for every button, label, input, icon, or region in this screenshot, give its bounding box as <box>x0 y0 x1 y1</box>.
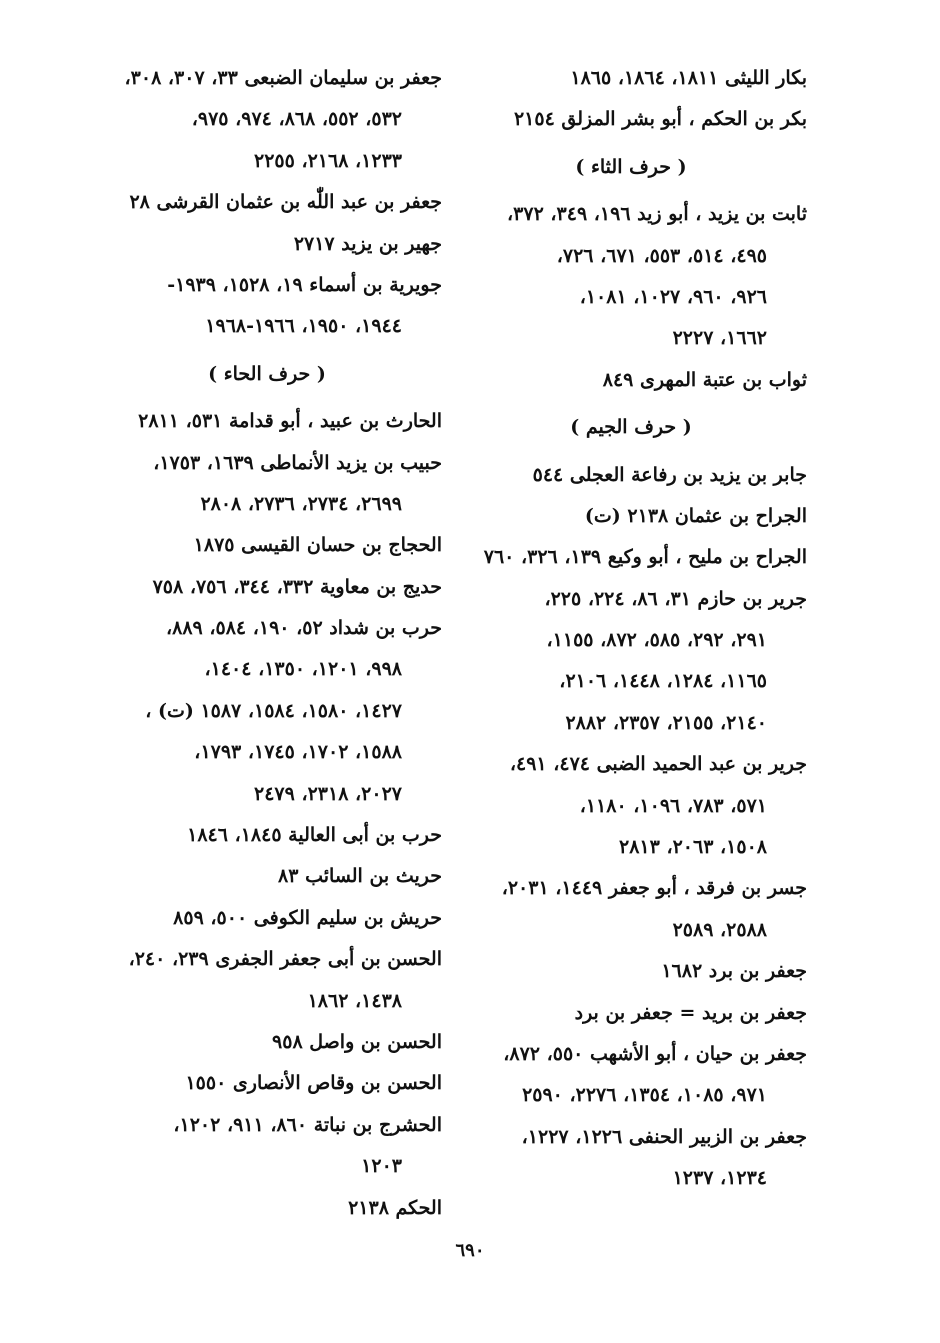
index-entry-continuation: ٤٩٥، ٥١٤، ٥٥٣، ٦٧١، ٧٢٦، <box>556 244 767 267</box>
index-entry: جابر بن يزيد بن رفاعة العجلى ٥٤٤ <box>532 463 807 486</box>
index-entry: الحارث بن عبيد ، أبو قدامة ٥٣١، ٢٨١١ <box>138 410 442 433</box>
index-entry-continuation: ٢٥٨٨، ٢٥٨٩ <box>672 918 767 941</box>
index-entry: حبيب بن يزيد الأنماطى ١٦٣٩، ١٧٥٣، <box>153 451 442 474</box>
index-entry: حديج بن معاوية ٣٣٢، ٣٤٤، ٧٥٦، ٧٥٨ <box>152 575 442 598</box>
index-entry: الحسن بن واصل ٩٥٨ <box>272 1030 442 1053</box>
index-entry-continuation: ١٢٣٣، ٢١٦٨، ٢٢٥٥ <box>254 149 402 172</box>
index-entry: بكار الليثى ١٨١١، ١٨٦٤، ١٨٦٥ <box>570 67 807 89</box>
index-entry-continuation: ١٦٦٢، ٢٢٢٧ <box>672 327 767 350</box>
index-entry: الحكم ٢١٣٨ <box>348 1196 442 1219</box>
index-entry-continuation: ٩٢٦، ٩٦٠، ١٠٢٧، ١٠٨١، <box>579 285 767 308</box>
section-heading-tha: ( حرف الثاء ) <box>575 155 687 178</box>
index-entry: بكر بن الحكم ، أبو بشر المزلق ٢١٥٤ <box>513 108 807 131</box>
index-entry-continuation: ٢٩١، ٢٩٢، ٥٨٥، ٨٧٢، ١١٥٥، <box>546 629 767 652</box>
index-entry-continuation: ١٢٣٤، ١٢٣٧ <box>672 1167 767 1190</box>
index-entry-continuation: ٢٦٩٩، ٢٧٣٤، ٢٧٣٦، ٢٨٠٨ <box>200 492 402 515</box>
index-entry: الحجاج بن حسان القيسى ١٨٧٥ <box>193 534 442 557</box>
index-entry-continuation: ١٥٨٨، ١٧٠٢، ١٧٤٥، ١٧٩٣، <box>194 741 402 764</box>
index-entry-continuation: ١٤٢٧، ١٥٨٠، ١٥٨٤، ١٥٨٧ (ت) ، <box>145 699 402 722</box>
index-entry: الجراح بن مليح ، أبو وكيع ١٣٩، ٣٢٦، ٧٦٠ <box>483 546 807 569</box>
index-entry-continuation: ١٤٣٨، ١٨٦٢ <box>307 989 402 1012</box>
index-entry: جرير بن حازم ٣١، ٨٦، ٢٢٤، ٢٢٥، <box>544 587 807 610</box>
index-entry: جويرية بن أسماء ١٩، ١٥٢٨، ١٩٣٩- <box>167 273 442 296</box>
index-entry: ثابت بن يزيد ، أبو زيد ١٩٦، ٣٤٩، ٣٧٢، <box>507 203 807 226</box>
index-entry-continuation: ٢١٤٠، ٢١٥٥، ٢٣٥٧، ٢٨٨٢ <box>565 711 767 734</box>
index-entry: الحسن بن أبى جعفر الجفرى ٢٣٩، ٢٤٠، <box>128 948 442 971</box>
index-entry: ثواب بن عتبة المهرى ٨٤٩ <box>602 368 807 391</box>
index-entry: حريث بن السائب ٨٣ <box>278 865 442 888</box>
index-entry-continuation: ٥٧١، ٧٨٣، ١٠٩٦، ١١٨٠، <box>579 794 767 817</box>
index-entry: جعفر بن سليمان الضبعى ٣٣، ٣٠٧، ٣٠٨، <box>124 67 442 89</box>
index-entry: الحسن بن وقاص الأنصارى ١٥٥٠ <box>185 1072 442 1095</box>
index-entry: حريش بن سليم الكوفى ٥٠٠، ٨٥٩ <box>173 906 442 929</box>
index-entry: جرير بن عبد الحميد الضبى ٤٧٤، ٤٩١، <box>509 753 807 776</box>
index-entry: جهير بن يزيد ٢٧١٧ <box>293 232 442 255</box>
index-entry: جعفر بن عبد اللّٰه بن عثمان القرشى ٢٨ <box>129 191 442 214</box>
index-entry-continuation: ٩٧١، ١٠٨٥، ١٣٥٤، ٢٢٧٦، ٢٥٩٠ <box>522 1084 767 1107</box>
index-entry-continuation: ٩٩٨، ١٢٠١، ١٣٥٠، ١٤٠٤، <box>204 658 402 681</box>
left-column <box>92 58 442 1229</box>
index-entry: حرب بن أبى العالية ١٨٤٥، ١٨٤٦ <box>187 824 442 847</box>
index-entry: جعفر بن حيان ، أبو الأشهب ٥٥٠، ٨٧٢، <box>503 1042 807 1065</box>
index-entry-continuation: ٢٠٢٧، ٢٣١٨، ٢٤٧٩ <box>254 782 402 805</box>
right-column <box>455 58 807 1200</box>
index-entry-continuation: ١٢٠٣ <box>361 1155 402 1178</box>
section-heading-jim: ( حرف الجيم ) <box>570 416 692 439</box>
index-entry: جعفر بن الزبير الحنفى ١٢٢٦، ١٢٢٧، <box>521 1125 807 1148</box>
index-entry-continuation: ١١٦٥، ١٢٨٤، ١٤٤٨، ٢١٠٦، <box>559 670 767 693</box>
index-entry: حرب بن شداد ٥٢، ١٩٠، ٥٨٤، ٨٨٩، <box>165 617 442 640</box>
index-entry: الجراح بن عثمان ٢١٣٨ (ت) <box>584 504 807 527</box>
index-entry-continuation: ٥٣٢، ٥٥٢، ٨٦٨، ٩٧٤، ٩٧٥، <box>191 108 402 131</box>
index-entry: الحشرج بن نباتة ٨٦٠، ٩١١، ١٢٠٢، <box>173 1113 442 1136</box>
section-heading-ha: ( حرف الحاء ) <box>208 362 326 385</box>
index-entry: جعفر بن برد ١٦٨٢ <box>661 960 807 983</box>
index-entry-continuation: ١٩٤٤، ١٩٥٠، ١٩٦٦-١٩٦٨ <box>205 315 402 338</box>
index-entry: جعفر بن بريد = جعفر بن برد <box>574 1001 807 1024</box>
index-entry: جسر بن فرقد ، أبو جعفر ١٤٤٩، ٢٠٣١، <box>501 877 807 900</box>
page-number: ٦٩٠ <box>455 1240 485 1261</box>
index-entry-continuation: ١٥٠٨، ٢٠٦٣، ٢٨١٣ <box>619 836 767 859</box>
